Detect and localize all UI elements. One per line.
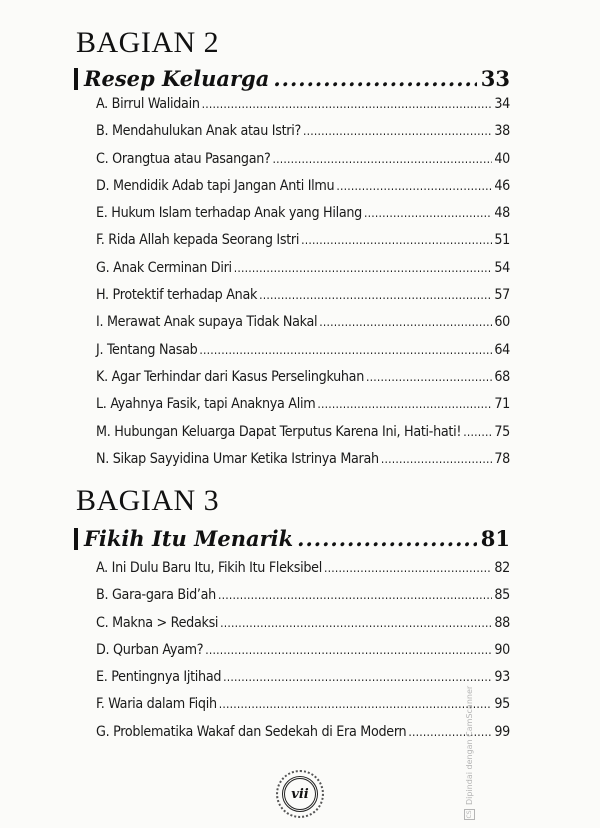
section-3-heading: BAGIAN 3 [76, 484, 220, 517]
dot-leader [199, 343, 492, 357]
dot-leader [273, 66, 476, 91]
toc-entry-page: 99 [494, 723, 510, 740]
toc-entry-label: B. Gara-gara Bid’ah [96, 587, 216, 604]
section-2-chapter-page: 33 [480, 66, 510, 91]
dot-leader [324, 561, 492, 575]
dot-leader [336, 179, 492, 193]
dot-leader [259, 288, 492, 302]
toc-entry-page: 95 [494, 696, 510, 713]
dot-leader [381, 452, 493, 466]
toc-entry[interactable] [96, 205, 510, 232]
toc-entry[interactable] [96, 642, 510, 669]
toc-entry[interactable] [96, 314, 510, 341]
section-2-chapter-row [74, 66, 510, 91]
toc-entry[interactable] [96, 587, 510, 614]
section-3-chapter-page: 81 [480, 526, 510, 551]
section-3-chapter-title: Fikih Itu Menarik [84, 526, 294, 551]
toc-entry-label: F. Waria dalam Fiqih [96, 696, 217, 713]
toc-entry-label: N. Sikap Sayyidina Umar Ketika Istrinya Marah [96, 450, 379, 467]
toc-entry[interactable] [96, 396, 510, 423]
toc-entry-page: 51 [494, 232, 510, 249]
section-3-toc-list [96, 560, 510, 751]
toc-entry[interactable] [96, 342, 510, 369]
dot-leader [219, 697, 493, 711]
toc-entry-label: F. Rida Allah kepada Seorang Istri [96, 232, 300, 249]
camscanner-logo-icon: CS [465, 810, 473, 819]
dot-leader [218, 588, 492, 602]
toc-entry-label: I. Merawat Anak supaya Tidak Nakal [96, 314, 318, 331]
dot-leader [220, 616, 492, 630]
toc-entry-label: G. Anak Cerminan Diri [96, 259, 232, 276]
toc-entry[interactable] [96, 615, 510, 642]
dot-leader [319, 315, 492, 329]
dot-leader [205, 643, 492, 657]
toc-entry-label: J. Tentang Nasab [96, 341, 198, 358]
toc-entry-label: G. Problematika Wakaf dan Sedekah di Era Modern [96, 723, 407, 740]
toc-entry[interactable] [96, 369, 510, 396]
section-2-chapter-title: Resep Keluarga [84, 66, 270, 91]
toc-entry-label: B. Mendahulukan Anak atau Istri? [96, 123, 301, 140]
toc-entry-page: 64 [494, 341, 510, 358]
toc-entry[interactable] [96, 724, 510, 751]
dot-leader [364, 206, 492, 220]
toc-entry-label: L. Ayahnya Fasik, tapi Anaknya Alim [96, 396, 316, 413]
toc-entry-label: C. Orangtua atau Pasangan? [96, 150, 271, 167]
toc-entry-page: 71 [494, 396, 510, 413]
section-2-heading: BAGIAN 2 [76, 26, 220, 59]
toc-entry[interactable] [96, 696, 510, 723]
toc-entry-page: 82 [494, 560, 510, 576]
scanner-watermark-text: Dipindai dengan CamScanner [464, 685, 474, 805]
toc-entry-label: H. Protektif terhadap Anak [96, 287, 258, 304]
toc-entry-page: 34 [494, 96, 510, 112]
toc-entry[interactable] [96, 151, 510, 178]
toc-entry[interactable] [96, 287, 510, 314]
toc-entry[interactable] [96, 451, 510, 478]
toc-entry[interactable] [96, 424, 510, 451]
toc-entry[interactable] [96, 123, 510, 150]
section-2-toc-list [96, 96, 510, 478]
toc-entry-page: 68 [494, 368, 510, 385]
toc-entry[interactable] [96, 260, 510, 287]
toc-entry-page: 40 [494, 150, 510, 167]
chapter-bar-icon [74, 528, 78, 550]
toc-entry-label: C. Makna > Redaksi [96, 614, 219, 631]
toc-entry-page: 85 [494, 587, 510, 604]
dot-leader [408, 725, 492, 739]
toc-entry[interactable] [96, 178, 510, 205]
toc-entry-page: 57 [494, 287, 510, 304]
page-number: vii [282, 776, 318, 812]
toc-entry-label: K. Agar Terhindar dari Kasus Perselingkuhan [96, 368, 364, 385]
toc-entry-page: 46 [494, 177, 510, 194]
toc-entry-page: 90 [494, 641, 510, 658]
toc-entry[interactable] [96, 96, 510, 123]
dot-leader [223, 670, 492, 684]
dot-leader [303, 124, 492, 138]
toc-entry-page: 75 [494, 423, 510, 440]
toc-entry-label: E. Pentingnya Ijtihad [96, 669, 222, 686]
dot-leader [301, 233, 492, 247]
toc-entry-page: 60 [494, 314, 510, 331]
dot-leader [297, 526, 477, 551]
dot-leader [317, 397, 492, 411]
section-3-chapter-row [74, 526, 510, 551]
toc-entry-page: 38 [494, 123, 510, 140]
toc-entry-label: M. Hubungan Keluarga Dapat Terputus Karena Ini, Hati-hati! [96, 423, 462, 440]
toc-entry-label: A. Birrul Walidain [96, 96, 200, 112]
dot-leader [273, 152, 493, 166]
dot-leader [202, 97, 493, 111]
toc-entry-page: 54 [494, 259, 510, 276]
toc-entry[interactable] [96, 669, 510, 696]
dot-leader [366, 370, 492, 384]
toc-entry-label: E. Hukum Islam terhadap Anak yang Hilang [96, 205, 362, 222]
scanner-watermark [464, 686, 475, 820]
chapter-bar-icon [74, 68, 78, 90]
toc-entry-label: D. Qurban Ayam? [96, 641, 204, 658]
toc-entry[interactable] [96, 232, 510, 259]
dot-leader [463, 425, 492, 439]
toc-entry[interactable] [96, 560, 510, 587]
dot-leader [234, 261, 493, 275]
toc-entry-page: 88 [494, 614, 510, 631]
toc-entry-label: A. Ini Dulu Baru Itu, Fikih Itu Fleksibel [96, 560, 322, 576]
toc-entry-page: 93 [494, 669, 510, 686]
toc-entry-label: D. Mendidik Adab tapi Jangan Anti Ilmu [96, 177, 335, 194]
toc-entry-page: 78 [494, 450, 510, 467]
toc-entry-page: 48 [494, 205, 510, 222]
